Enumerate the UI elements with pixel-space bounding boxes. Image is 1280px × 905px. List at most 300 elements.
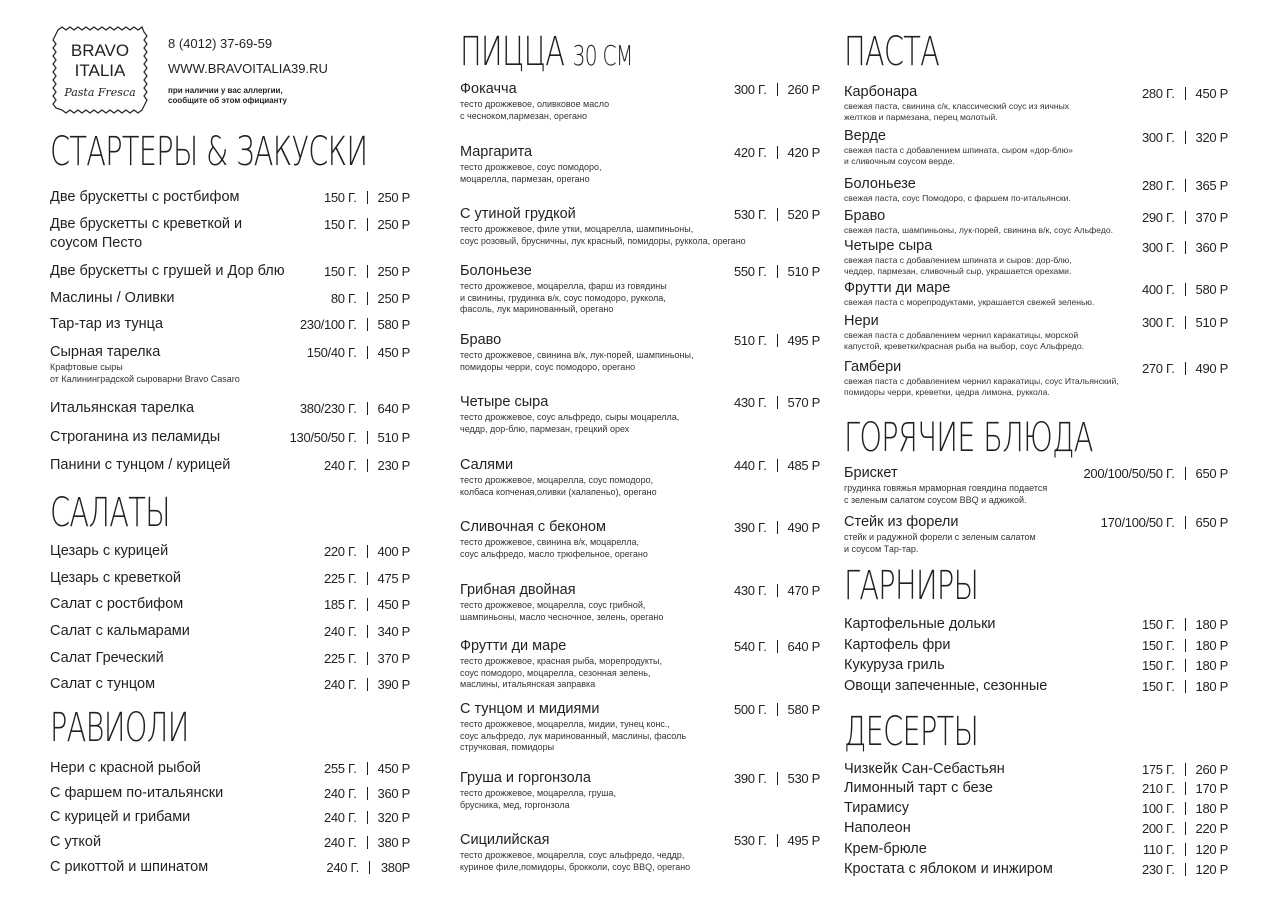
- item-description: тесто дрожжевое, моцарелла, соус помодоро, колбаса копченая,оливки (халапеньо), орегано: [460, 475, 657, 497]
- item-price: 580 Р: [787, 702, 820, 717]
- menu-item: [460, 700, 820, 754]
- item-name: Итальянская тарелка: [50, 400, 195, 416]
- divider: [1185, 639, 1186, 652]
- item-description: тесто дрожжевое, филе утки, моцарелла, шампиньоны, соус розовый, брусничны, лук красный, помидоры, руккола, орегано: [460, 224, 746, 246]
- divider: [367, 787, 368, 800]
- divider: [1185, 316, 1186, 329]
- item-weight: 300 Г.: [733, 82, 767, 97]
- logo-line3: Pasta Fresca: [64, 86, 136, 99]
- item-name: Четыре сыра: [460, 394, 549, 410]
- item-description: грудинка говяжья мраморная говядина подается с зеленым салатом соусом BBQ и аджикой.: [844, 483, 1048, 505]
- item-weight: 530 Г.: [733, 207, 767, 222]
- item-price: 180 Р: [1195, 638, 1228, 653]
- item-name: Картофельные дольки: [844, 616, 996, 632]
- logo-line2: ITALIA: [74, 61, 126, 80]
- item-name: Тар-тар из тунца: [50, 316, 164, 332]
- item-weight: 225 Г.: [323, 571, 357, 586]
- menu-item: [844, 464, 1228, 506]
- menu-item: [844, 656, 1228, 675]
- divider: [367, 545, 368, 558]
- divider: [367, 652, 368, 665]
- item-name: Карбонара: [844, 84, 918, 100]
- item-price: 450 Р: [377, 345, 410, 360]
- logo-line1: BRAVO: [70, 41, 130, 60]
- item-weight: 210 Г.: [1141, 781, 1175, 796]
- item-weight: 150 Г.: [1141, 658, 1175, 673]
- menu-item: [460, 456, 820, 498]
- item-price: 390 Р: [377, 677, 410, 692]
- menu-item: [844, 860, 1228, 879]
- item-weight: 390 Г.: [733, 520, 767, 535]
- menu-item: [844, 799, 1228, 818]
- item-name: Салат с ростбифом: [50, 596, 184, 612]
- item-weight: 300 Г.: [1141, 315, 1175, 330]
- divider: [777, 265, 778, 278]
- menu-item: [844, 176, 1228, 204]
- item-description: тесто дрожжевое, моцарелла, соус грибной, шампиньоны, масло чесночное, зелень, орегано: [460, 600, 664, 622]
- item-name: Картофель фри: [844, 637, 951, 653]
- item-weight: 440 Г.: [733, 458, 767, 473]
- divider: [367, 836, 368, 849]
- section-title-starters: СТАРТЕРЫ & ЗАКУСКИ: [50, 129, 368, 175]
- item-name: Салат с кальмарами: [50, 623, 190, 639]
- menu-item: [50, 808, 410, 827]
- item-price: 400 Р: [377, 544, 410, 559]
- item-name: Фрутти ди маре: [460, 638, 567, 654]
- menu-item: [50, 595, 410, 614]
- item-name: С рикоттой и шпинатом: [50, 859, 209, 875]
- item-name: Две брускетты с ростбифом: [50, 189, 240, 205]
- item-price: 475 Р: [377, 571, 410, 586]
- item-description: свежая паста с добавлением шпината, сыром «дор-блю» и сливочным соусом верде.: [844, 145, 1073, 166]
- divider: [367, 191, 368, 204]
- menu-item: [844, 615, 1228, 634]
- item-weight: 175 Г.: [1141, 762, 1175, 777]
- menu-item: [50, 649, 410, 668]
- section-title-salads: САЛАТЫ: [50, 490, 170, 536]
- divider: [367, 431, 368, 444]
- divider: [367, 402, 368, 415]
- divider: [777, 208, 778, 221]
- item-price: 470 Р: [787, 583, 820, 598]
- item-name: Груша и горгонзола: [460, 770, 591, 786]
- item-weight: 150 Г.: [323, 217, 357, 232]
- menu-item: [460, 518, 820, 560]
- divider: [367, 318, 368, 331]
- menu-item: [844, 208, 1228, 236]
- item-price: 250 Р: [377, 190, 410, 205]
- item-price: 420 Р: [787, 145, 820, 160]
- item-description: тесто дрожжевое, свинина в/к, лук-порей, шампиньоны, помидоры черри, соус помодоро, орегано: [460, 350, 694, 372]
- item-name: Сливочная с беконом: [460, 519, 606, 535]
- section-title-pasta: ПАСТА: [844, 29, 940, 75]
- menu-item: [50, 784, 410, 803]
- item-weight: 420 Г.: [733, 145, 767, 160]
- item-name: Фокачча: [460, 81, 517, 97]
- item-name: Маргарита: [460, 144, 533, 160]
- section-title-pizza: ПИЦЦА 30 СМ: [460, 29, 633, 75]
- item-description: тесто дрожжевое, свинина в/к, моцарелла, соус альфредо, масло трюфельное, орегано: [460, 537, 648, 559]
- item-price: 360 Р: [1195, 240, 1228, 255]
- item-weight: 240 Г.: [323, 786, 357, 801]
- item-name: Кукуруза гриль: [844, 657, 945, 673]
- divider: [369, 861, 370, 874]
- item-name: С тунцом и мидиями: [460, 701, 600, 717]
- item-name: Овощи запеченные, сезонные: [844, 678, 1048, 694]
- item-weight: 240 Г.: [323, 677, 357, 692]
- item-price: 220 Р: [1195, 821, 1228, 836]
- item-price: 510 Р: [1195, 315, 1228, 330]
- item-weight: 110 Г.: [1142, 842, 1175, 857]
- item-description: тесто дрожжевое, моцарелла, фарш из говядины и свинины, грудинка в/к, соус помодоро, руккола, фасоль, лук маринованный, орегано: [460, 281, 667, 314]
- item-price: 250 Р: [377, 291, 410, 306]
- menu-item: [844, 359, 1228, 397]
- menu-item: [50, 399, 410, 418]
- item-price: 450 Р: [1195, 86, 1228, 101]
- item-name: Крем-брюле: [844, 841, 927, 857]
- menu-item: [460, 769, 820, 811]
- menu-item: [844, 84, 1228, 122]
- menu-item: [50, 622, 410, 641]
- menu-item: [460, 80, 820, 122]
- menu-item: [50, 289, 410, 308]
- divider: [1185, 87, 1186, 100]
- divider: [777, 459, 778, 472]
- divider: [367, 265, 368, 278]
- item-price: 650 Р: [1195, 515, 1228, 530]
- item-weight: 230/100 Г.: [299, 317, 357, 332]
- item-price: 360 Р: [377, 786, 410, 801]
- item-name: Две брускетты с грушей и Дор блю: [50, 263, 285, 279]
- item-weight: 170/100/50 Г.: [1100, 515, 1175, 530]
- divider: [367, 811, 368, 824]
- item-weight: 150 Г.: [323, 264, 357, 279]
- divider: [777, 584, 778, 597]
- divider: [1185, 241, 1186, 254]
- menu-item: [844, 779, 1228, 798]
- item-price: 485 Р: [787, 458, 820, 473]
- divider: [777, 521, 778, 534]
- item-description: свежая паста с морепродуктами, украшается свежей зеленью.: [844, 297, 1095, 307]
- item-price: 320 Р: [1195, 130, 1228, 145]
- section-title-hot: ГОРЯЧИЕ БЛЮДА: [844, 415, 1093, 461]
- item-price: 640 Р: [787, 639, 820, 654]
- item-weight: 270 Г.: [1141, 361, 1175, 376]
- item-name: Салат с тунцом: [50, 676, 156, 692]
- item-price: 340 Р: [377, 624, 410, 639]
- menu-item: [844, 513, 1228, 555]
- item-weight: 380/230 Г.: [299, 401, 357, 416]
- menu-item: [844, 636, 1228, 655]
- item-price: 490 Р: [787, 520, 820, 535]
- divider: [1185, 283, 1186, 296]
- item-description: тесто дрожжевое, оливковое масло с чесноком,пармезан, орегано: [460, 99, 610, 121]
- item-description: тесто дрожжевое, моцарелла, мидии, тунец конс., соус альфредо, лук маринованный, маслины, фасоль стручковая, помидоры: [460, 719, 687, 752]
- menu-item: [844, 819, 1228, 838]
- item-weight: 280 Г.: [1141, 178, 1175, 193]
- divider: [367, 598, 368, 611]
- menu-item: [50, 456, 410, 475]
- item-weight: 225 Г.: [323, 651, 357, 666]
- section-title-desserts: ДЕСЕРТЫ: [844, 709, 979, 755]
- divider: [777, 772, 778, 785]
- item-name: Салат Гречеcкий: [50, 650, 164, 666]
- item-price: 580 Р: [1195, 282, 1228, 297]
- allergy-note: при наличии у вас аллергии, сообщите об этом официанту: [168, 86, 288, 105]
- divider: [1185, 516, 1186, 529]
- item-price: 450 Р: [377, 597, 410, 612]
- item-weight: 280 Г.: [1141, 86, 1175, 101]
- item-weight: 150 Г.: [1141, 638, 1175, 653]
- item-price: 495 Р: [787, 333, 820, 348]
- divider: [777, 334, 778, 347]
- item-name: Цезарь с курицей: [50, 543, 169, 559]
- item-description: тесто дрожжевое, соус помодоро, моцарелла, пармезан, орегано: [460, 162, 602, 184]
- item-price: 380Р: [380, 860, 410, 875]
- bravo-italia-logo: [52, 26, 148, 114]
- menu-item: [50, 569, 410, 588]
- item-price: 370 Р: [377, 651, 410, 666]
- item-price: 640 Р: [377, 401, 410, 416]
- menu-item: [50, 833, 410, 852]
- item-description: тесто дрожжевое, моцарелла, груша, брусника, мед, горгонзола: [460, 788, 616, 810]
- menu-item: [460, 393, 820, 435]
- item-price: 370 Р: [1195, 210, 1228, 225]
- divider: [367, 218, 368, 231]
- menu-item: [50, 188, 410, 207]
- item-weight: 540 Г.: [733, 639, 767, 654]
- item-price: 250 Р: [377, 264, 410, 279]
- item-price: 520 Р: [787, 207, 820, 222]
- item-price: 180 Р: [1195, 679, 1228, 694]
- item-name: Болоньезе: [844, 176, 916, 192]
- item-weight: 255 Г.: [323, 761, 357, 776]
- item-weight: 220 Г.: [323, 544, 357, 559]
- item-name: С фаршем по-итальянски: [50, 785, 224, 801]
- item-price: 580 Р: [377, 317, 410, 332]
- divider: [1185, 362, 1186, 375]
- item-description: свежая паста с добавлением шпината и сыров: дор-блю, чеддер, пармезан, сливочный сыр, украшается орехами.: [844, 255, 1072, 276]
- item-name: Браво: [844, 208, 886, 224]
- item-weight: 290 Г.: [1141, 210, 1175, 225]
- item-name: С уткой: [50, 834, 102, 850]
- item-weight: 200 Г.: [1141, 821, 1175, 836]
- item-name: Фрутти ди маре: [844, 280, 951, 296]
- item-price: 490 Р: [1195, 361, 1228, 376]
- item-price: 180 Р: [1195, 617, 1228, 632]
- item-price: 530 Р: [787, 771, 820, 786]
- item-price: 365 Р: [1195, 178, 1228, 193]
- item-weight: 150 Г.: [1141, 617, 1175, 632]
- phone-number[interactable]: 8 (4012) 37-69-59: [168, 36, 273, 51]
- divider: [1185, 763, 1186, 776]
- menu-item: [460, 831, 820, 873]
- item-name: Гамбери: [844, 359, 902, 375]
- menu-item: [844, 313, 1228, 351]
- divider: [1185, 782, 1186, 795]
- divider: [1185, 863, 1186, 876]
- item-weight: 510 Г.: [733, 333, 767, 348]
- item-name: Чизкейк Сан-Себастьян: [844, 761, 1005, 777]
- menu-item: [460, 637, 820, 691]
- item-price: 380 Р: [377, 835, 410, 850]
- item-price: 320 Р: [377, 810, 410, 825]
- item-weight: 300 Г.: [1141, 130, 1175, 145]
- divider: [1185, 211, 1186, 224]
- item-price: 230 Р: [377, 458, 410, 473]
- item-weight: 240 Г.: [323, 624, 357, 639]
- item-weight: 500 Г.: [733, 702, 767, 717]
- menu-item: [50, 759, 410, 778]
- menu-item: [460, 143, 820, 185]
- item-weight: 230 Г.: [1141, 862, 1175, 877]
- item-name: Браво: [460, 332, 502, 348]
- item-name: Брискет: [844, 465, 898, 481]
- menu-item: [50, 343, 410, 385]
- item-price: 120 Р: [1195, 842, 1228, 857]
- item-description: Крафтовые сыры от Калининградской сыроварни Bravo Casaro: [50, 362, 240, 384]
- item-name: С курицей и грибами: [50, 809, 191, 825]
- item-name: Верде: [844, 128, 886, 144]
- item-weight: 430 Г.: [733, 583, 767, 598]
- menu-item: [844, 760, 1228, 779]
- item-price: 570 Р: [787, 395, 820, 410]
- item-name: Тирамису: [844, 800, 910, 816]
- item-weight: 300 Г.: [1141, 240, 1175, 255]
- menu-item: [844, 840, 1228, 859]
- divider: [1185, 659, 1186, 672]
- item-name: Нери с красной рыбой: [50, 760, 201, 776]
- divider: [367, 292, 368, 305]
- item-description: тесто дрожжевое, моцарелла, соус альфредо, чеддр, куриное филе,помидоры, брокколи, соус BBQ, орегано: [460, 850, 691, 872]
- item-name: Цезарь с креветкой: [50, 570, 182, 586]
- divider: [367, 678, 368, 691]
- divider: [1185, 802, 1186, 815]
- item-weight: 100 Г.: [1141, 801, 1175, 816]
- item-weight: 400 Г.: [1141, 282, 1175, 297]
- menu-item: [50, 428, 410, 447]
- item-weight: 150/40 Г.: [306, 345, 357, 360]
- divider: [1185, 467, 1186, 480]
- item-name: Две брускетты с креветкой и соусом Песто: [50, 216, 243, 251]
- divider: [777, 703, 778, 716]
- item-price: 260 Р: [1195, 762, 1228, 777]
- item-weight: 240 Г.: [326, 860, 359, 875]
- section-title-sides: ГАРНИРЫ: [844, 563, 979, 609]
- divider: [777, 83, 778, 96]
- item-name: Строганина из пеламиды: [50, 429, 221, 445]
- item-description: тесто дрожжевое, соус альфредо, сыры моцарелла, чеддр, дор-блю, пармезан, грецкий орех: [460, 412, 680, 434]
- item-weight: 240 Г.: [323, 835, 357, 850]
- item-name: Лимонный тарт с безе: [844, 780, 993, 796]
- divider: [367, 459, 368, 472]
- item-weight: 240 Г.: [323, 810, 357, 825]
- item-price: 120 Р: [1195, 862, 1228, 877]
- item-name: Четыре сыра: [844, 238, 933, 254]
- menu-item: [844, 238, 1228, 276]
- menu-item: [460, 331, 820, 373]
- item-price: 180 Р: [1195, 658, 1228, 673]
- item-price: 450 Р: [377, 761, 410, 776]
- item-weight: 200/100/50/50 Г.: [1083, 466, 1175, 481]
- item-price: 510 Р: [377, 430, 410, 445]
- item-name: Нери: [844, 313, 879, 329]
- item-weight: 80 Г.: [330, 291, 357, 306]
- divider: [367, 625, 368, 638]
- item-weight: 390 Г.: [733, 771, 767, 786]
- item-description: стейк и радужной форели с зеленым салатом и соусом Тар-тар.: [844, 532, 1036, 554]
- item-description: свежая паста, свинина с/к, классический соус из яичных желтков и пармезана, перец молотый.: [844, 101, 1070, 122]
- item-description: свежая паста, соус Помодоро, с фаршем по-итальянски.: [844, 193, 1071, 203]
- item-weight: 530 Г.: [733, 833, 767, 848]
- section-title-ravioli: РАВИОЛИ: [50, 705, 189, 751]
- item-price: 650 Р: [1195, 466, 1228, 481]
- item-weight: 550 Г.: [733, 264, 767, 279]
- item-price: 260 Р: [787, 82, 820, 97]
- item-name: Сицилийская: [460, 832, 550, 848]
- item-name: Панини с тунцом / курицей: [50, 457, 231, 473]
- menu-item: [50, 262, 410, 281]
- divider: [367, 762, 368, 775]
- menu-item: [460, 262, 820, 316]
- item-description: свежая паста с добавлением чернил каракатицы, морской капустой, креветки/красная рыба на выбор, соус Альфредо.: [844, 330, 1084, 351]
- menu-item: [460, 205, 820, 247]
- menu-item: [50, 858, 410, 877]
- divider: [1185, 843, 1186, 856]
- divider: [777, 396, 778, 409]
- item-description: свежая паста, шампиньоны, лук-порей, свинина в/к, соус Альфедо.: [844, 225, 1114, 235]
- item-name: Наполеон: [844, 820, 911, 836]
- item-price: 180 Р: [1195, 801, 1228, 816]
- item-description: свежая паста с добавлением чернил каракатицы, соус Итальянский, помидоры черри, креветки, цедра лимона, руккола.: [844, 376, 1119, 397]
- divider: [1185, 131, 1186, 144]
- menu-item: [50, 675, 410, 694]
- item-description: тесто дрожжевое, красная рыба, морепродукты, соус помодоро, моцарелла, сезонная зелень, маслины, итальянская заправка: [460, 656, 662, 689]
- divider: [1185, 680, 1186, 693]
- item-weight: 150 Г.: [1141, 679, 1175, 694]
- item-name: Сырная тарелка: [50, 344, 161, 360]
- menu-item: [50, 542, 410, 561]
- item-name: Кростата с яблоком и инжиром: [844, 861, 1053, 877]
- item-price: 170 Р: [1195, 781, 1228, 796]
- item-name: Болоньезе: [460, 263, 532, 279]
- divider: [777, 834, 778, 847]
- menu-item: [50, 215, 410, 253]
- item-weight: 150 Г.: [323, 190, 357, 205]
- menu-item: [844, 677, 1228, 696]
- divider: [367, 346, 368, 359]
- item-weight: 130/50/50 Г.: [289, 430, 357, 445]
- contacts: [168, 36, 328, 106]
- item-weight: 185 Г.: [323, 597, 357, 612]
- item-name: Стейк из форели: [844, 514, 959, 530]
- divider: [777, 146, 778, 159]
- menu-item: [50, 315, 410, 334]
- menu-item: [844, 280, 1228, 308]
- item-weight: 240 Г.: [323, 458, 357, 473]
- divider: [1185, 179, 1186, 192]
- item-name: Грибная двойная: [460, 582, 576, 598]
- item-price: 250 Р: [377, 217, 410, 232]
- divider: [777, 640, 778, 653]
- menu-item: [460, 581, 820, 623]
- divider: [1185, 618, 1186, 631]
- item-price: 495 Р: [787, 833, 820, 848]
- item-name: С утиной грудкой: [460, 206, 576, 222]
- divider: [367, 572, 368, 585]
- item-name: Салями: [460, 457, 514, 473]
- website-link[interactable]: WWW.BRAVOITALIA39.RU: [168, 61, 328, 76]
